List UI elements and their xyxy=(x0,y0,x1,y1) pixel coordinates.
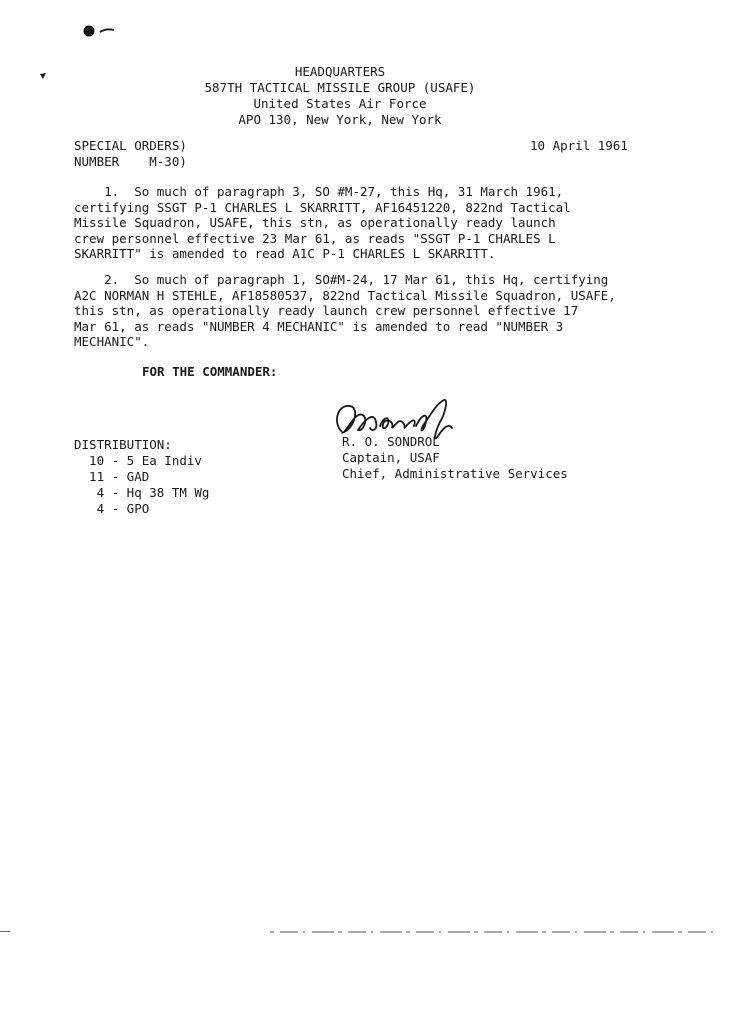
distribution-item: 11 - GAD xyxy=(74,469,150,484)
letterhead xyxy=(170,64,510,128)
for-the-commander: FOR THE COMMANDER: xyxy=(142,364,278,379)
paragraph-1-line: crew personnel effective 23 Mar 61, as reads "SSGT P-1 CHARLES L xyxy=(74,230,556,246)
signature-block xyxy=(342,434,568,482)
distribution-title: DISTRIBUTION: xyxy=(74,437,172,452)
distribution-item: 4 - Hq 38 TM Wg xyxy=(74,485,210,500)
paragraph-1-line: 1. So much of paragraph 3, SO #M-27, this Hq, 31 March 1961, xyxy=(74,184,564,199)
ink-speck-mark xyxy=(38,70,50,82)
signatory-rank: Captain, USAF xyxy=(342,450,440,465)
distribution-list xyxy=(74,437,209,517)
paragraph-1-line: certifying SSGT P-1 CHARLES L SKARRITT, AF16451220, 822nd Tactical xyxy=(74,199,571,215)
paragraph-2-line: 2. So much of paragraph 1, SO#M-24, 17 Mar 61, this Hq, certifying xyxy=(74,272,609,287)
ink-blot-mark xyxy=(80,24,120,38)
header-line-2: 587TH TACTICAL MISSILE GROUP (USAFE) xyxy=(204,80,476,95)
paragraph-1-line: SKARRITT" is amended to read A1C P-1 CHARLES L SKARRITT. xyxy=(74,246,496,261)
header-line-1: HEADQUARTERS xyxy=(294,64,386,79)
order-date: 10 April 1961 xyxy=(530,138,628,153)
paragraph-2-line: MECHANIC". xyxy=(74,334,150,349)
scan-edge-mark xyxy=(0,930,20,933)
signatory-title: Chief, Administrative Services xyxy=(342,466,568,481)
orders-label-2: NUMBER M-30) xyxy=(74,154,187,169)
scan-dotted-line xyxy=(270,930,720,934)
orders-label-1: SPECIAL ORDERS) xyxy=(74,138,187,153)
paragraph-2-line: Mar 61, as reads "NUMBER 4 MECHANIC" is amended to read "NUMBER 3 xyxy=(74,318,564,334)
header-line-3: United States Air Force xyxy=(253,96,427,111)
paragraph-2 xyxy=(74,272,634,350)
distribution-item: 10 - 5 Ea Indiv xyxy=(74,453,202,468)
paragraph-2-line: A2C NORMAN H STEHLE, AF18580537, 822nd Tactical Missile Squadron, USAFE, xyxy=(74,287,616,303)
signatory-name: R. O. SONDROL xyxy=(342,434,440,449)
paragraph-1 xyxy=(74,184,634,262)
paragraph-2-line: this stn, as operationally ready launch crew personnel effective 17 xyxy=(74,303,579,318)
paragraph-1-line: Missile Squadron, USAFE, this stn, as operationally ready launch xyxy=(74,215,556,230)
distribution-item: 4 - GPO xyxy=(74,501,150,516)
header-line-4: APO 130, New York, New York xyxy=(238,112,442,127)
